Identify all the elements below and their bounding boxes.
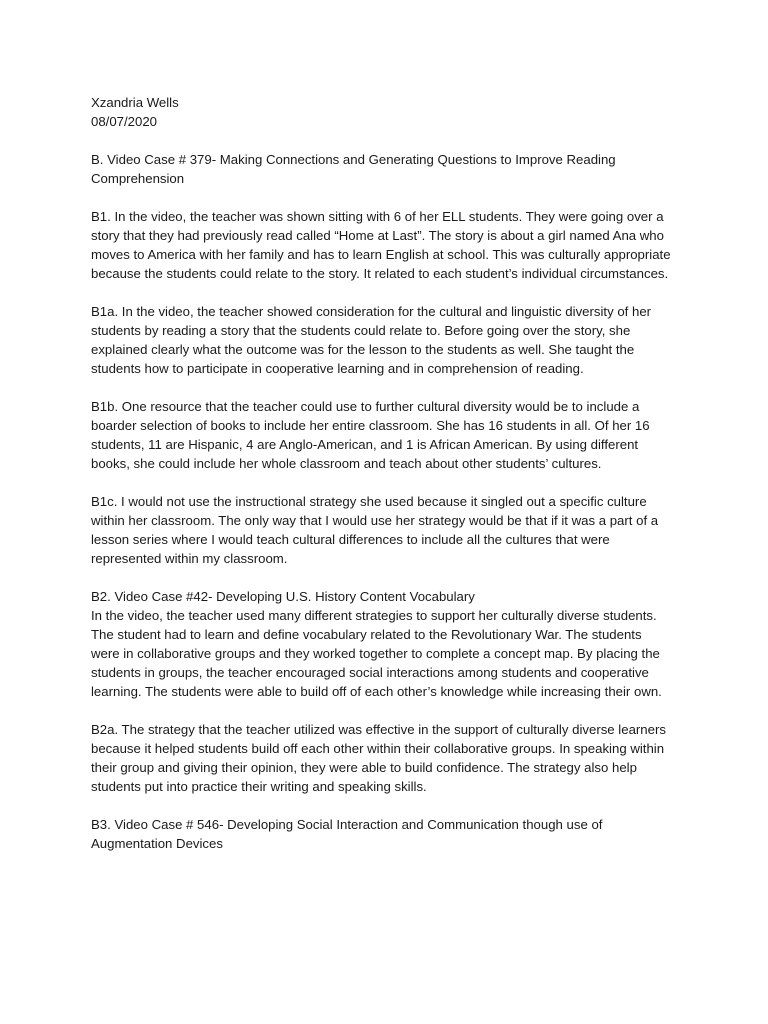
paragraph-b1: B1. In the video, the teacher was shown sitting with 6 of her ELL students. They were going over a story that they had previously read called “Home at Last”. The story is about a girl named Ana who moves to America with her family and has to learn English at school. This was culturally appropriate because the students could relate to the story. It related to each student’s individual circumstances. bbox=[91, 209, 671, 281]
paragraph-b2: In the video, the teacher used many different strategies to support her culturally diverse students. The student had to learn and define vocabulary related to the Revolutionary War. The students were in collaborative groups and they worked together to complete a concept map. By placing the students in groups, the teacher encouraged social interactions among students and cooperative learning. The students were able to build off of each other’s knowledge while increasing their own. bbox=[91, 608, 662, 699]
section-b3-title: B3. Video Case # 546- Developing Social Interaction and Communication though use of Augmentation Devices bbox=[91, 817, 603, 851]
document-date: 08/07/2020 bbox=[91, 114, 158, 129]
paragraph-b1a: B1a. In the video, the teacher showed consideration for the cultural and linguistic diversity of her students by reading a story that the students could relate to. Before going over the story, she explained clearly what the outcome was for the lesson to the students as well. She taught the students how to participate in cooperative learning and in comprehension of reading. bbox=[91, 304, 652, 376]
section-b2-title: B2. Video Case #42- Developing U.S. History Content Vocabulary bbox=[91, 589, 475, 604]
author-name: Xzandria Wells bbox=[91, 95, 179, 110]
paragraph-b2a: B2a. The strategy that the teacher utilized was effective in the support of culturally diverse learners because it helped students build off each other within their collaborative groups. In speaking within their group and giving their opinion, they were able to build confidence. The strategy also help students put into practice their writing and speaking skills. bbox=[91, 722, 666, 794]
paragraph-b1b: B1b. One resource that the teacher could use to further cultural diversity would be to include a boarder selection of books to include her entire classroom. She has 16 students in all. Of her 16 students, 11 are Hispanic, 4 are Anglo-American, and 1 is African American. By using different books, she could include her whole classroom and teach about other students’ cultures. bbox=[91, 399, 650, 471]
document-body bbox=[91, 93, 671, 872]
section-b-title: B. Video Case # 379- Making Connections and Generating Questions to Improve Reading Comprehension bbox=[91, 152, 616, 186]
header-block bbox=[91, 93, 671, 131]
paragraph-b1c: B1c. I would not use the instructional strategy she used because it singled out a specific culture within her classroom. The only way that I would use her strategy would be that if it was a part of a lesson series where I would teach cultural differences to include all the cultures that were represented within my classroom. bbox=[91, 494, 659, 566]
